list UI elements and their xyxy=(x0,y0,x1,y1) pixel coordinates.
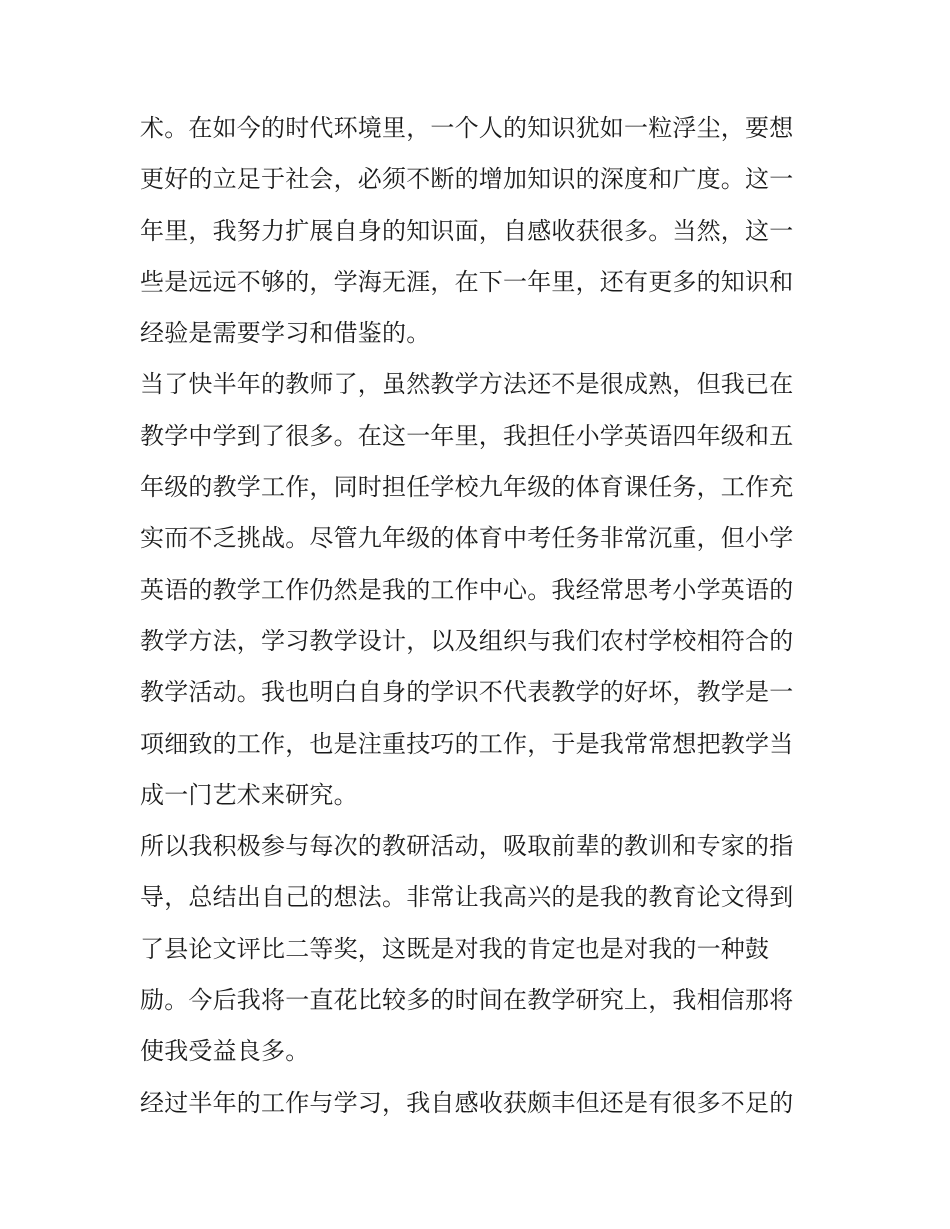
text-line: 成一门艺术来研究。 xyxy=(140,780,358,809)
text-line: 年级的教学工作，同时担任学校九年级的体育课任务，工作充 xyxy=(140,473,794,502)
text-line: 更好的立足于社会，必须不断的增加知识的深度和广度。这一 xyxy=(140,165,794,194)
text-line: 教学方法，学习教学设计，以及组织与我们农村学校相符合的 xyxy=(140,626,794,655)
text-line: 了县论文评比二等奖，这既是对我的肯定也是对我的一种鼓 xyxy=(140,934,770,963)
text-line: 经验是需要学习和借鉴的。 xyxy=(140,319,431,348)
text-line: 英语的教学工作仍然是我的工作中心。我经常思考小学英语的 xyxy=(140,575,794,604)
text-line: 项细致的工作，也是注重技巧的工作，于是我常常想把教学当 xyxy=(140,729,794,758)
text-line: 励。今后我将一直花比较多的时间在教学研究上，我相信那将 xyxy=(140,986,794,1015)
text-line: 经过半年的工作与学习，我自感收获颇丰但还是有很多不足的 xyxy=(140,1088,794,1117)
text-line: 术。在如今的时代环境里，一个人的知识犹如一粒浮尘，要想 xyxy=(140,114,794,142)
text-line: 使我受益良多。 xyxy=(140,1037,310,1066)
text-line: 教学中学到了很多。在这一年里，我担任小学英语四年级和五 xyxy=(140,421,794,450)
text-line: 当了快半年的教师了，虽然教学方法还不是很成熟，但我已在 xyxy=(140,370,794,399)
text-line: 教学活动。我也明白自身的学识不代表教学的好坏，教学是一 xyxy=(140,678,794,707)
text-line: 所以我积极参与每次的教研活动，吸取前辈的教训和专家的指 xyxy=(140,832,794,861)
text-line: 实而不乏挑战。尽管九年级的体育中考任务非常沉重，但小学 xyxy=(140,524,794,553)
text-line: 年里，我努力扩展自身的知识面，自感收获很多。当然，这一 xyxy=(140,216,794,245)
body-text xyxy=(140,103,820,1129)
text-line: 些是远远不够的，学海无涯，在下一年里，还有更多的知识和 xyxy=(140,267,794,296)
text-line: 导，总结出自己的想法。非常让我高兴的是我的教育论文得到 xyxy=(140,883,794,912)
